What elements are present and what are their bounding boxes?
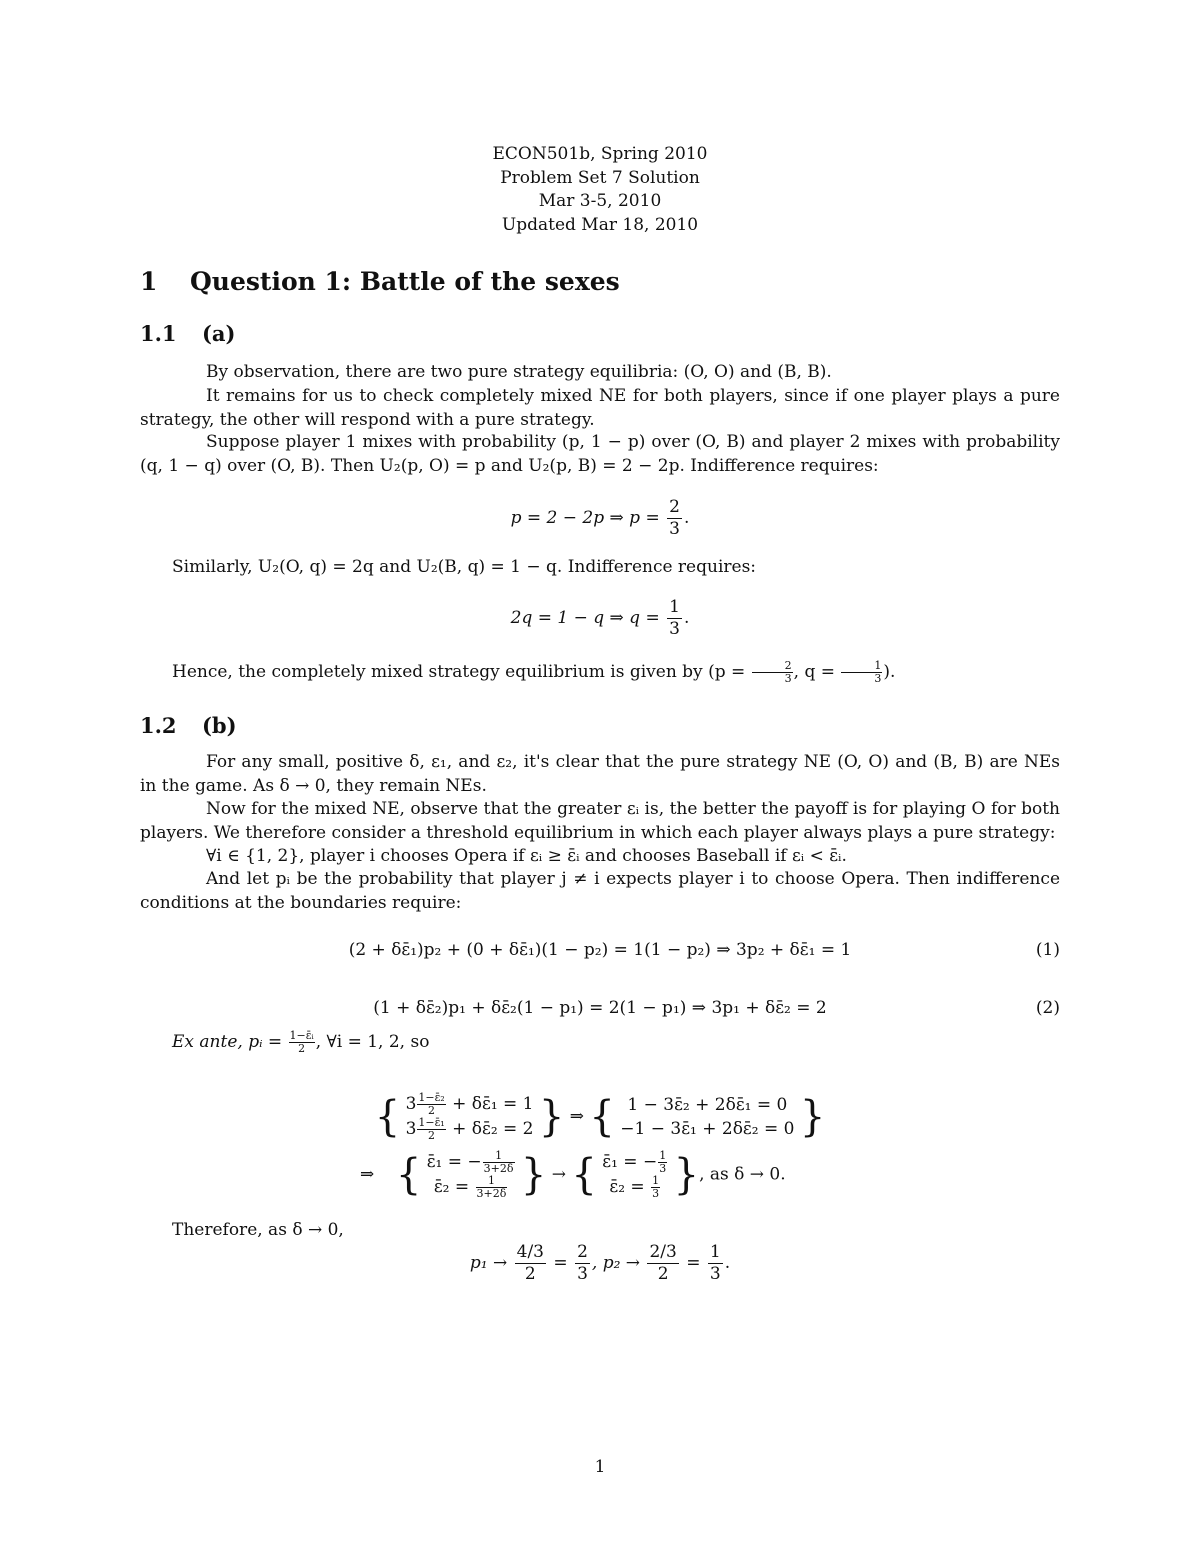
paragraph-a2: It remains for us to check completely mixed NE for both players, since if one player plays a pure strategy, the other will respond with a pure strategy.: [140, 386, 1060, 430]
subsection-title: (b): [202, 713, 237, 738]
section-title: Question 1: Battle of the sexes: [190, 267, 620, 296]
system-row-2: ⇒ { ε̄₁ = − $\frac{1}{3+2\delta}$ ε̄₂ = $\frac{1}{3+2\delta}$ } → { ε̄₁ = − $\frac{1}{3}$ ε̄₂ = $\frac{1}{3}$ }, as δ → 0.: [360, 1149, 786, 1200]
paragraph-a5: Hence, the completely mixed strategy equilibrium is given by (p = $\frac{2}{3}$ , q = $\frac{1}{3}$ ).: [172, 659, 896, 685]
small-fraction: $\frac{\text{1−ε̄ᵢ}}{2}$: [289, 1029, 314, 1055]
paragraph-b1: For any small, positive δ, ε₁, and ε₂, it's clear that the pure strategy NE (O, O) and (B, B) are NEs in the game. As δ → 0, they remain NEs.: [140, 752, 1060, 796]
system-right: 1 − 3ε̄₂ + 2δε̄₁ = 0 −1 − 3ε̄₁ + 2δε̄₂ = 0: [620, 1095, 795, 1139]
subsection-heading-b: [140, 714, 237, 738]
fraction: [667, 497, 682, 540]
system-left: 3 $\frac{\text{1−ε̄₂}}{2}$ + δε̄₁ = 1 3 $\frac{\text{1−ε̄₁}}{2}$ + δε̄₂ = 2: [405, 1091, 534, 1142]
subsection-title: (a): [202, 321, 236, 346]
equation-p: p = 2 − 2p ⇒ p = $\frac{2}{3}$ .: [510, 497, 690, 539]
equation-q-lhs: 2q = 1 − q ⇒ q =: [510, 608, 660, 628]
implies-symbol: ⇒: [569, 1106, 585, 1127]
small-fraction: $\frac{1}{3}$: [841, 660, 882, 685]
page-number: 1: [594, 1457, 606, 1477]
arrow-symbol: →: [551, 1164, 567, 1185]
fraction-denominator: 3: [669, 619, 680, 639]
paragraph-b4: And let pᵢ be the probability that player j ≠ i expects player i to choose Opera. Then indifference conditions at the boundaries require:: [140, 869, 1060, 913]
fraction-denominator: 3: [669, 519, 680, 539]
fraction-numerator: 1: [669, 597, 680, 617]
course-line: ECON501b, Spring 2010: [492, 144, 708, 164]
subsection-heading-a: [140, 322, 235, 346]
subsection-number: 1.2: [140, 713, 177, 738]
equation-q: 2q = 1 − q ⇒ q = $\frac{1}{3}$ .: [510, 597, 690, 639]
paragraph-a4: Similarly, U₂(O, q) = 2q and U₂(B, q) = 1 − q. Indifference requires:: [172, 557, 757, 577]
paragraph-a3: Suppose player 1 mixes with probability (p, 1 − p) over (O, B) and player 2 mixes with probability (q, 1 − q) over (O, B). Then U₂(p, O) = p and U₂(p, B) = 2 − 2p. Indifference requires:: [140, 432, 1060, 476]
equation-2-body: (1 + δε̄₂)p₁ + δε̄₂(1 − p₁) = 2(1 − p₁) ⇒ 3p₁ + δε̄₂ = 2: [373, 998, 827, 1018]
equation-1: [140, 939, 1060, 963]
paragraph-b2: Now for the mixed NE, observe that the greater εᵢ is, the better the payoff is for playing O for both players. We therefore consider a threshold equilibrium in which each player always plays a pure strategy:: [140, 799, 1060, 843]
equation-1-tag: (1): [1035, 940, 1060, 960]
section-heading: [140, 267, 620, 296]
fraction-numerator: 2: [669, 497, 680, 517]
date-line: Mar 3-5, 2010: [538, 191, 662, 211]
title-line: Problem Set 7 Solution: [500, 167, 700, 188]
fraction: [667, 597, 682, 640]
title-block: [0, 143, 1200, 237]
implies-symbol: ⇒: [360, 1164, 375, 1185]
paragraph-a1: By observation, there are two pure strategy equilibria: (O, O) and (B, B).: [206, 362, 832, 382]
updated-line: Updated Mar 18, 2010: [501, 214, 699, 235]
limit-equation: p₁ → $\frac{4/3}{2}$ = $\frac{2}{3}$ , p₂ → $\frac{2/3}{2}$ = $\frac{1}{3}$ .: [469, 1242, 731, 1284]
system-limit: ε̄₁ = − $\frac{1}{3}$ ε̄₂ = $\frac{1}{3}$: [602, 1149, 667, 1200]
system-solution: ε̄₁ = − $\frac{1}{3+2\delta}$ ε̄₂ = $\frac{1}{3+2\delta}$: [426, 1149, 514, 1200]
section-number: 1: [140, 267, 158, 296]
ex-ante-line: Ex ante, pᵢ = $\frac{\text{1−ε̄ᵢ}}{2}$ , ∀i = 1, 2, so: [172, 1029, 430, 1055]
therefore-line: Therefore, as δ → 0,: [172, 1220, 344, 1240]
paragraph-b3: ∀i ∈ {1, 2}, player i chooses Opera if εᵢ ≥ ε̄ᵢ and chooses Baseball if εᵢ < ε̄ᵢ.: [206, 846, 847, 866]
equation-2-tag: (2): [1035, 998, 1060, 1018]
equation-2: [140, 997, 1060, 1021]
equation-p-lhs: p = 2 − 2p ⇒ p =: [510, 508, 660, 528]
equation-1-body: (2 + δε̄₁)p₂ + (0 + δε̄₁)(1 − p₂) = 1(1 − p₂) ⇒ 3p₂ + δε̄₁ = 1: [348, 940, 852, 960]
subsection-number: 1.1: [140, 321, 177, 346]
system-row-1: { 3 $\frac{\text{1−ε̄₂}}{2}$ + δε̄₁ = 1 3 $\frac{\text{1−ε̄₁}}{2}$ + δε̄₂ = 2 } ⇒ { 1 − 3ε̄₂ + 2δε̄₁ = 0 −1 − 3ε̄₁ + 2δε̄₂ = 0 }: [374, 1091, 826, 1142]
small-fraction: $\frac{2}{3}$: [752, 660, 793, 685]
